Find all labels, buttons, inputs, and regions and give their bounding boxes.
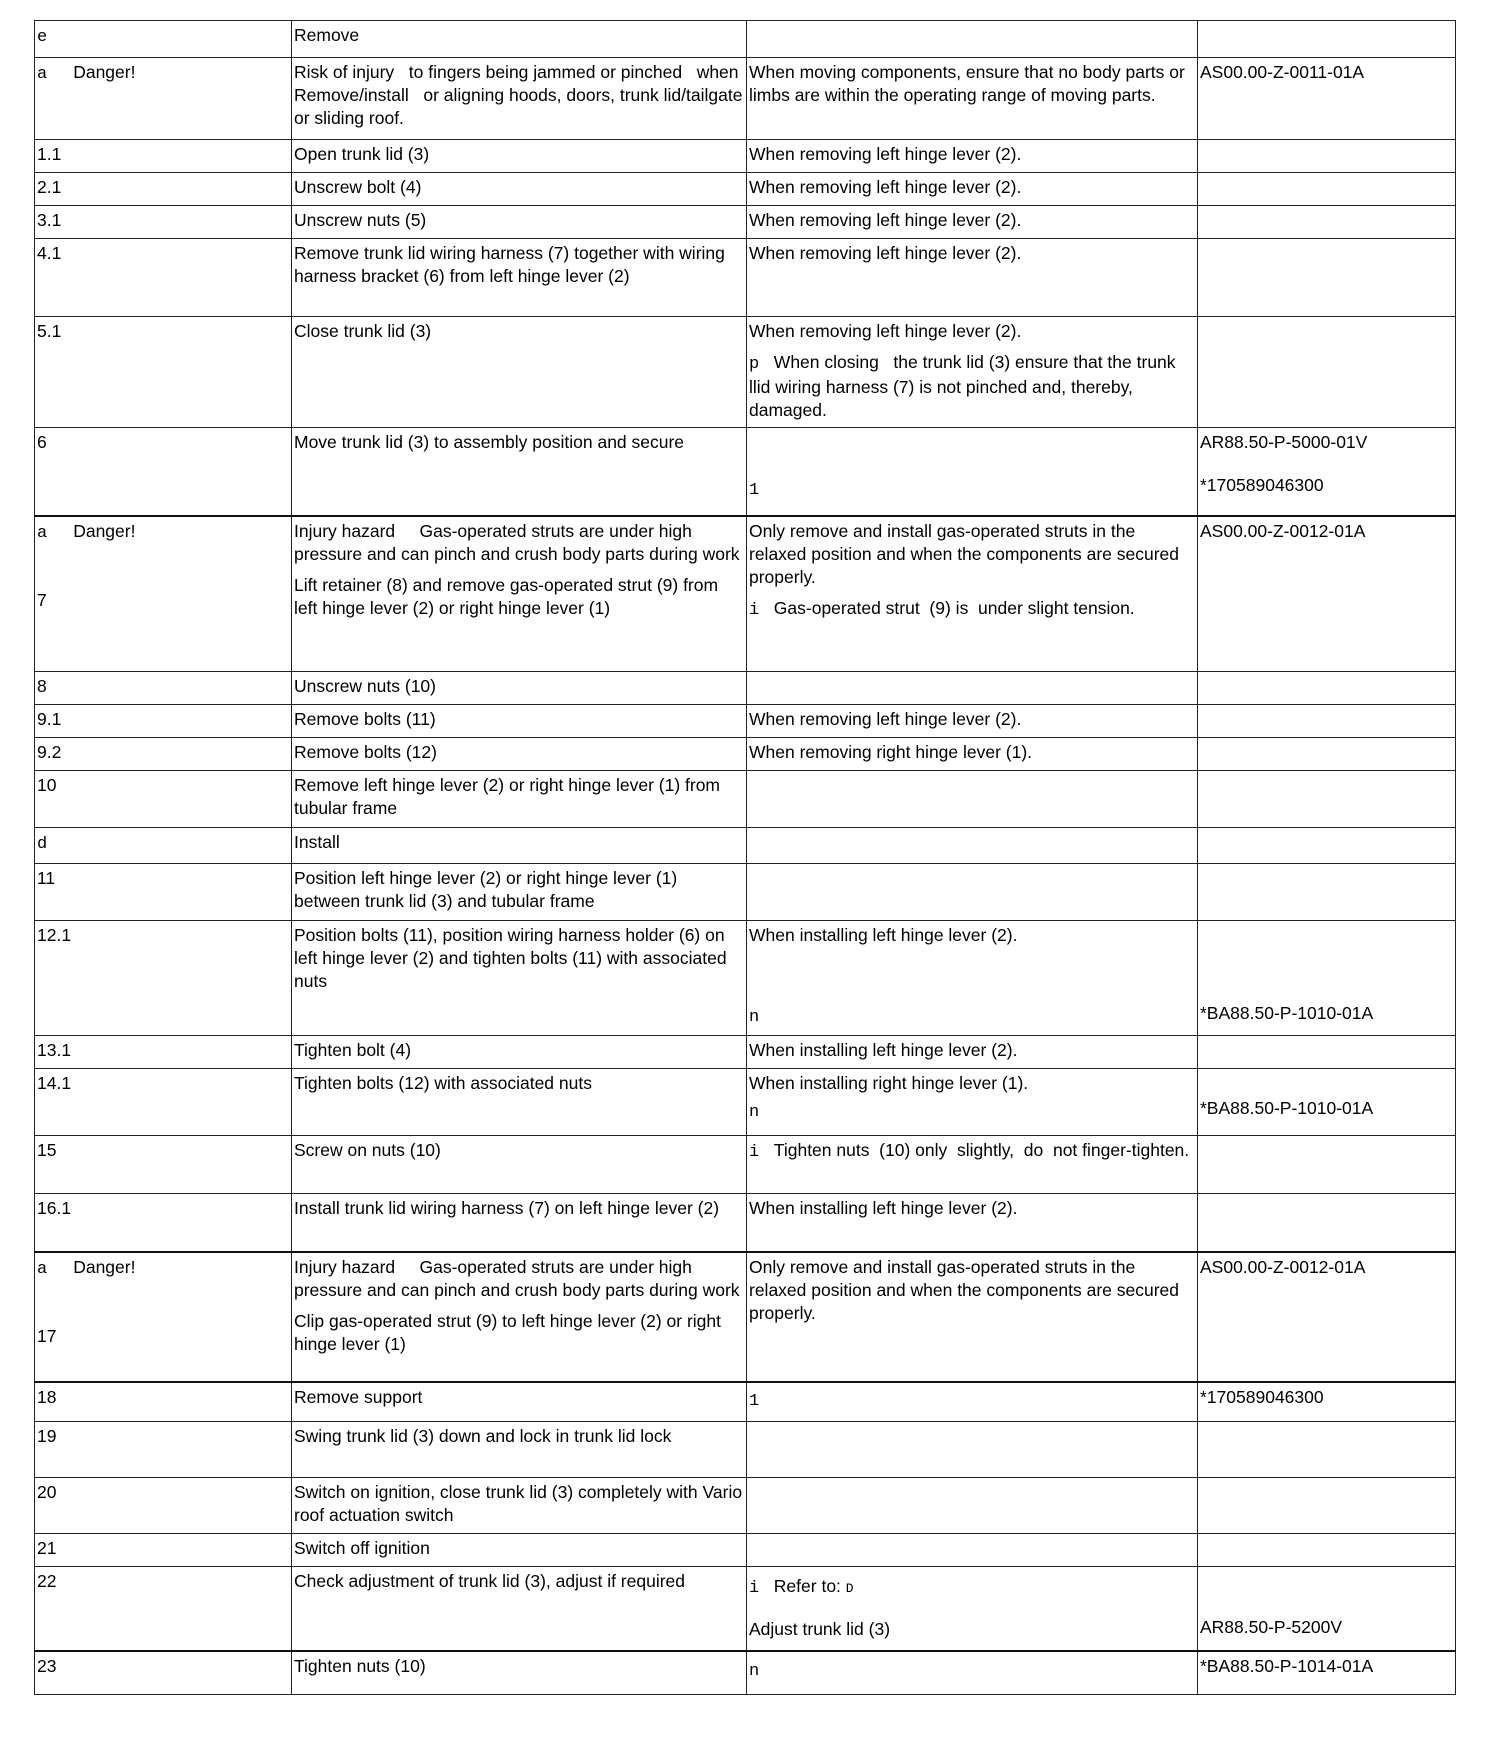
note-cell: [747, 864, 1198, 921]
note-symbol: [749, 477, 1194, 502]
action-cell: Remove left hinge lever (2) or right hinge lever (1) from tubular frame: [292, 771, 747, 828]
note-symbol: p: [749, 355, 760, 374]
table-row: [35, 1422, 1456, 1478]
note-cell: [747, 1567, 1198, 1651]
ref-tool[interactable]: *170589046300: [1200, 475, 1324, 495]
note-text: When installing left hinge lever (2).: [749, 925, 1018, 945]
step-cell: 19: [35, 1422, 292, 1478]
remove-symbol: e: [37, 28, 48, 47]
action-cell: Remove trunk lid wiring harness (7) together with wiring harness bracket (6) from left hinge lever (2): [292, 239, 747, 317]
action-cell: Unscrew nuts (5): [292, 206, 747, 239]
action-text: Clip gas-operated strut (9) to left hinge lever (2) or right hinge lever (1): [294, 1310, 721, 1354]
note-cell: When moving components, ensure that no body parts or limbs are within the operating range of moving parts.: [747, 58, 1198, 140]
note-cell: [747, 672, 1198, 705]
step-cell: 6: [35, 428, 292, 516]
ref-cell: [1198, 864, 1456, 921]
ref-cell: [1198, 428, 1456, 516]
action-cell: Install trunk lid wiring harness (7) on left hinge lever (2): [292, 1194, 747, 1252]
ref-link[interactable]: AR88.50-P-5000-01V: [1200, 432, 1368, 452]
install-symbol: d: [37, 835, 48, 854]
danger-text: Injury hazard Gas-operated struts are under high pressure and can pinch and crush body parts during work: [294, 520, 740, 564]
action-cell: Unscrew bolt (4): [292, 173, 747, 206]
step-cell: [35, 828, 292, 864]
step-cell: 22: [35, 1567, 292, 1651]
procedure-table: [34, 20, 1456, 1695]
note-cell: [747, 828, 1198, 864]
table-row: [35, 21, 1456, 58]
note-detail: When closing the trunk lid (3) ensure that the trunk llid wiring harness (7) is not pinched and, thereby, damaged.: [749, 352, 1176, 420]
note-cell: When removing left hinge lever (2).: [747, 140, 1198, 173]
ref-cell: [1198, 1651, 1456, 1695]
step-cell: 2.1: [35, 173, 292, 206]
ref-cell: [1198, 206, 1456, 239]
note-cell: [747, 21, 1198, 58]
danger-symbol: a: [37, 65, 48, 84]
torque-symbol: n: [749, 1103, 760, 1122]
table-row: [35, 1252, 1456, 1382]
action-cell: Screw on nuts (10): [292, 1136, 747, 1194]
note-cell: When installing left hinge lever (2).: [747, 1036, 1198, 1069]
step-number: 17: [37, 1325, 57, 1346]
note-cell: [747, 1478, 1198, 1534]
note-detail: Refer to:: [773, 1576, 841, 1596]
action-cell: Tighten nuts (10): [292, 1651, 747, 1695]
ref-cell: [1198, 1036, 1456, 1069]
torque-symbol: n: [749, 1008, 760, 1027]
step-cell: [35, 1252, 292, 1382]
action-cell: Install: [292, 828, 747, 864]
ref-cell: AS00.00-Z-0011-01A: [1198, 58, 1456, 140]
table-row: [35, 1651, 1456, 1695]
ref-cell: [1198, 140, 1456, 173]
action-cell: Remove support: [292, 1382, 747, 1422]
ref-cell: [1198, 828, 1456, 864]
step-cell: 1.1: [35, 140, 292, 173]
action-cell: Remove bolts (11): [292, 705, 747, 738]
action-cell: Remove: [292, 21, 747, 58]
step-cell: 21: [35, 1534, 292, 1567]
note-cell: [747, 1136, 1198, 1194]
ref-link[interactable]: *BA88.50-P-1014-01A: [1200, 1655, 1374, 1676]
table-row: [35, 1567, 1456, 1651]
ref-cell: [1198, 1478, 1456, 1534]
table-row: [35, 705, 1456, 738]
table-row: [35, 1478, 1456, 1534]
note-text: [749, 597, 1194, 622]
table-row: [35, 239, 1456, 317]
note-cell: When removing left hinge lever (2).: [747, 206, 1198, 239]
step-cell: 13.1: [35, 1036, 292, 1069]
ref-cell: [1198, 1567, 1456, 1651]
note-cell: [747, 516, 1198, 672]
tool-symbol: 1: [749, 1391, 760, 1411]
ref-cell: [1198, 1252, 1456, 1382]
table-row: [35, 428, 1456, 516]
action-cell: Swing trunk lid (3) down and lock in trunk lid lock: [292, 1422, 747, 1478]
ref-cell: [1198, 173, 1456, 206]
danger-symbol: a: [37, 1259, 48, 1279]
step-cell: 11: [35, 864, 292, 921]
ref-cell: [1198, 516, 1456, 672]
ref-cell: [1198, 21, 1456, 58]
ref-link[interactable]: AS00.00-Z-0012-01A: [1200, 1256, 1366, 1277]
action-cell: Unscrew nuts (10): [292, 672, 747, 705]
step-cell: 9.1: [35, 705, 292, 738]
table-row: [35, 317, 1456, 428]
action-cell: Check adjustment of trunk lid (3), adjust if required: [292, 1567, 747, 1651]
action-cell: Risk of injury to fingers being jammed or pinched when Remove/install or aligning hoods, doors, trunk lid/tailgate or sliding roof.: [292, 58, 747, 140]
table-row: [35, 864, 1456, 921]
note-detail: Gas-operated strut (9) is under slight tension.: [773, 597, 1135, 618]
table-row: [35, 771, 1456, 828]
danger-text: Injury hazard Gas-operated struts are under high pressure and can pinch and crush body parts during work: [294, 1256, 740, 1300]
table-row: [35, 1069, 1456, 1136]
note-cell: When removing right hinge lever (1).: [747, 738, 1198, 771]
ref-link[interactable]: *BA88.50-P-1010-01A: [1200, 1098, 1374, 1118]
step-cell: 5.1: [35, 317, 292, 428]
action-cell: [292, 1252, 747, 1382]
note-cell: When installing left hinge lever (2).: [747, 1194, 1198, 1252]
note-cell: [747, 771, 1198, 828]
action-cell: Tighten bolt (4): [292, 1036, 747, 1069]
ref-cell: [1198, 1534, 1456, 1567]
ref-cell: [1198, 239, 1456, 317]
note-cell: [747, 1534, 1198, 1567]
table-row: [35, 516, 1456, 672]
table-row: [35, 1136, 1456, 1194]
ref-link[interactable]: AS00.00-Z-0012-01A: [1200, 520, 1366, 541]
action-cell: Position left hinge lever (2) or right hinge lever (1) between trunk lid (3) and tubular frame: [292, 864, 747, 921]
table-row: [35, 1036, 1456, 1069]
note-detail: Tighten nuts (10) only slightly, do not finger-tighten.: [773, 1140, 1190, 1160]
action-cell: Close trunk lid (3): [292, 317, 747, 428]
note-cell: [747, 1069, 1198, 1136]
step-cell: [35, 21, 292, 58]
step-number: 7: [37, 589, 47, 610]
table-row: [35, 1534, 1456, 1567]
step-cell: 3.1: [35, 206, 292, 239]
note-text: When removing left hinge lever (2).: [749, 321, 1022, 341]
note-cell: [747, 317, 1198, 428]
danger-label: Danger!: [73, 62, 136, 82]
step-cell: 16.1: [35, 1194, 292, 1252]
ref-link[interactable]: AR88.50-P-5200V: [1200, 1617, 1343, 1637]
ref-cell: [1198, 672, 1456, 705]
ref-cell: [1198, 1422, 1456, 1478]
danger-label: Danger!: [73, 1256, 136, 1277]
table-row: [35, 738, 1456, 771]
action-cell: Move trunk lid (3) to assembly position and secure: [292, 428, 747, 516]
note-cell: When removing left hinge lever (2).: [747, 705, 1198, 738]
note-cell: [747, 428, 1198, 516]
note-link[interactable]: Adjust trunk lid (3): [749, 1619, 891, 1639]
info-symbol: i: [749, 1579, 760, 1598]
table-row: [35, 1382, 1456, 1422]
action-cell: Switch on ignition, close trunk lid (3) completely with Vario roof actuation switch: [292, 1478, 747, 1534]
table-row: [35, 58, 1456, 140]
info-symbol: i: [749, 600, 760, 620]
step-cell: 8: [35, 672, 292, 705]
step-cell: 12.1: [35, 921, 292, 1036]
danger-label: Danger!: [73, 520, 136, 541]
action-cell: Open trunk lid (3): [292, 140, 747, 173]
step-cell: 10: [35, 771, 292, 828]
action-cell: Position bolts (11), position wiring harness holder (6) on left hinge lever (2) and tighten bolts (11) with associated nuts: [292, 921, 747, 1036]
step-cell: 14.1: [35, 1069, 292, 1136]
note-cell: [747, 1382, 1198, 1422]
ref-cell: [1198, 1069, 1456, 1136]
ref-cell: [1198, 705, 1456, 738]
step-cell: 15: [35, 1136, 292, 1194]
note-cell: When removing left hinge lever (2).: [747, 239, 1198, 317]
ref-cell: [1198, 921, 1456, 1036]
note-cell: [747, 1422, 1198, 1478]
action-cell: Switch off ignition: [292, 1534, 747, 1567]
doc-link-icon[interactable]: D: [845, 1581, 854, 1596]
table-row: [35, 828, 1456, 864]
step-cell: 23: [35, 1651, 292, 1695]
note-cell: When removing left hinge lever (2).: [747, 173, 1198, 206]
ref-cell: [1198, 738, 1456, 771]
table-row: [35, 173, 1456, 206]
step-cell: 18: [35, 1382, 292, 1422]
ref-link[interactable]: *BA88.50-P-1010-01A: [1200, 1003, 1374, 1023]
note-text: Only remove and install gas-operated struts in the relaxed position and when the components are secured properly.: [749, 520, 1179, 587]
table-row: [35, 140, 1456, 173]
action-cell: Remove bolts (12): [292, 738, 747, 771]
step-cell: [35, 516, 292, 672]
note-cell: [747, 921, 1198, 1036]
torque-symbol: n: [749, 1661, 760, 1681]
danger-symbol: a: [37, 523, 48, 543]
table-row: [35, 921, 1456, 1036]
table-row: [35, 1194, 1456, 1252]
ref-cell: [1198, 1382, 1456, 1422]
note-cell: [747, 1651, 1198, 1695]
action-text: Lift retainer (8) and remove gas-operated strut (9) from left hinge lever (2) or right hinge lever (1): [294, 574, 719, 618]
ref-cell: [1198, 317, 1456, 428]
step-cell: 20: [35, 1478, 292, 1534]
note-text: When installing right hinge lever (1).: [749, 1073, 1029, 1093]
action-cell: Tighten bolts (12) with associated nuts: [292, 1069, 747, 1136]
step-cell: 4.1: [35, 239, 292, 317]
step-cell: 9.2: [35, 738, 292, 771]
table-row: [35, 206, 1456, 239]
info-symbol: i: [749, 1143, 760, 1162]
ref-cell: [1198, 1194, 1456, 1252]
note-text: [749, 351, 1194, 422]
action-cell: [292, 516, 747, 672]
ref-cell: [1198, 771, 1456, 828]
ref-tool[interactable]: *170589046300: [1200, 1386, 1324, 1407]
step-cell: [35, 58, 292, 140]
table-row: [35, 672, 1456, 705]
ref-cell: [1198, 1136, 1456, 1194]
tool-symbol: 1: [749, 481, 760, 500]
note-cell: Only remove and install gas-operated struts in the relaxed position and when the components are secured properly.: [747, 1252, 1198, 1382]
